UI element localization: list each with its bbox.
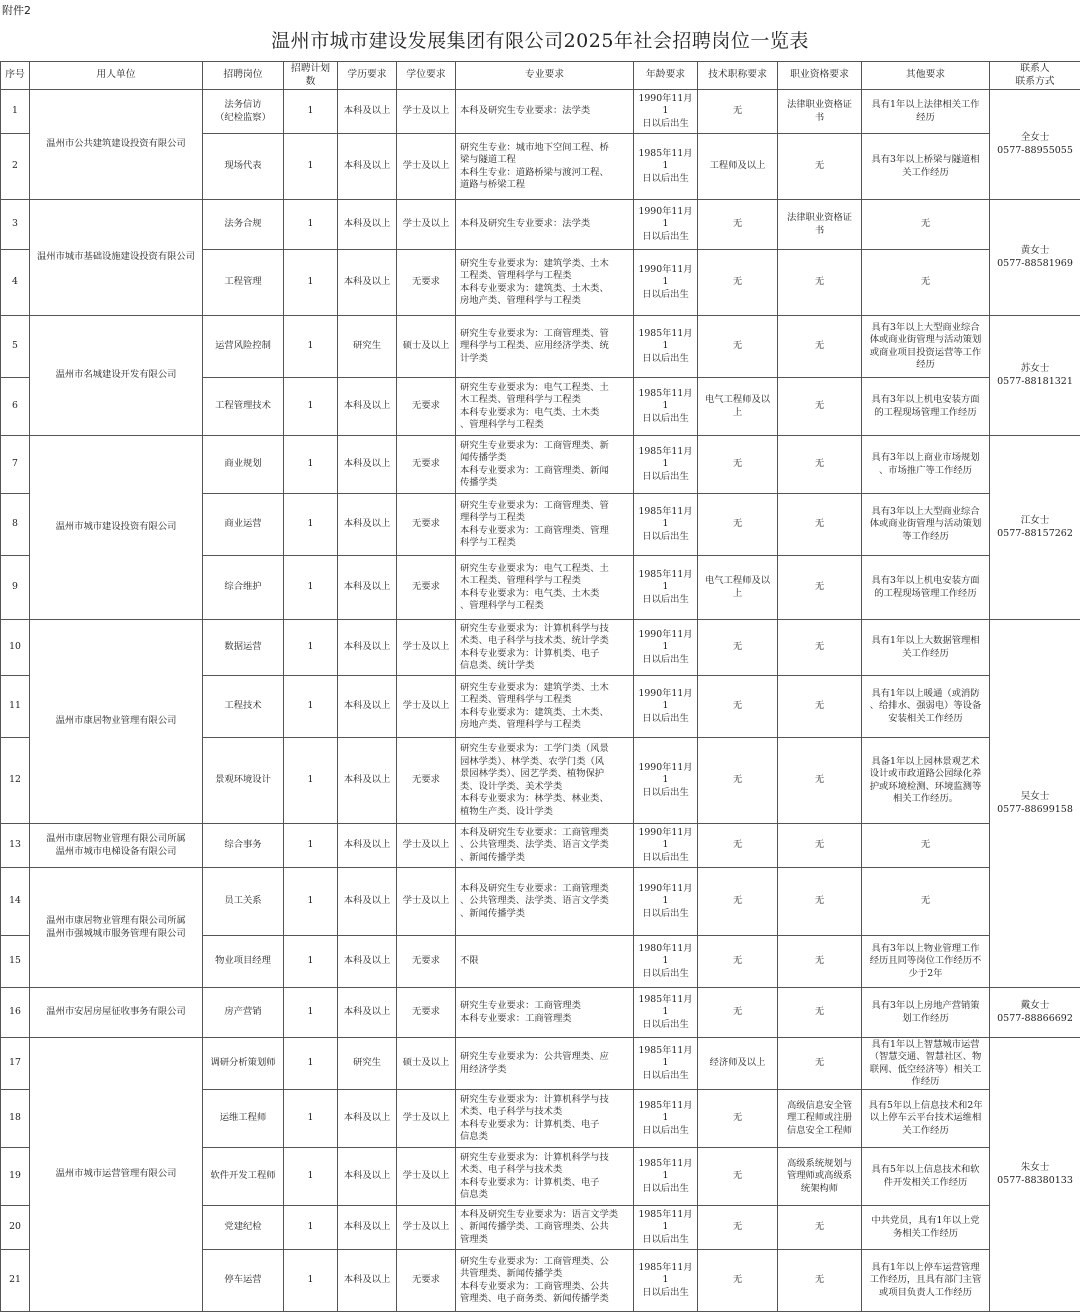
cell-cert: 无 — [778, 1038, 862, 1090]
cell-plan: 1 — [284, 738, 338, 824]
cell-edu: 本科及以上 — [338, 436, 397, 494]
cell-title-req: 无 — [698, 200, 778, 250]
cell-age: 1985年11月1 日以后出生 — [634, 988, 698, 1038]
cell-other: 具有3年以上桥梁与隧道相 关工作经历 — [862, 134, 990, 200]
table-row — [1, 316, 1080, 378]
cell-edu: 研究生 — [338, 316, 397, 378]
cell-unit: 温州市康居物业管理有限公司所属 温州市城市电梯设备有限公司 — [30, 824, 203, 868]
cell-other: 具有1年以上法律相关工作 经历 — [862, 90, 990, 134]
cell-degree: 无要求 — [397, 378, 456, 436]
cell-edu: 本科及以上 — [338, 868, 397, 936]
cell-title-req: 无 — [698, 494, 778, 556]
cell-cert: 无 — [778, 738, 862, 824]
cell-plan: 1 — [284, 556, 338, 620]
cell-major: 本科及研究生专业要求：工商管理类 、公共管理类、法学类、语言文学类 、新闻传播学类 — [456, 824, 634, 868]
cell-plan: 1 — [284, 676, 338, 738]
cell-title-req: 无 — [698, 1148, 778, 1206]
cell-degree: 学士及以上 — [397, 200, 456, 250]
cell-other: 具备1年以上园林景观艺术 设计或市政道路公园绿化养 护或环境检测、环境监测等 相关工作经历。 — [862, 738, 990, 824]
cell-other: 无 — [862, 200, 990, 250]
cell-degree: 无要求 — [397, 738, 456, 824]
cell-edu: 本科及以上 — [338, 134, 397, 200]
cell-major: 研究生专业要求为：建筑学类、土木 工程类、管理科学与工程类 本科专业要求为：建筑类、土木类、 房地产类、管理科学与工程类 — [456, 250, 634, 316]
cell-major: 不限 — [456, 936, 634, 988]
cell-age: 1985年11月1 日以后出生 — [634, 1038, 698, 1090]
cell-position: 党建纪检 — [203, 1206, 284, 1250]
table-row — [1, 200, 1080, 250]
cell-cert: 无 — [778, 868, 862, 936]
cell-cert: 无 — [778, 250, 862, 316]
cell-degree: 无要求 — [397, 556, 456, 620]
cell-other: 具有3年以上大型商业综合 体或商业街管理与活动策划 等工作经历 — [862, 494, 990, 556]
cell-major: 研究生专业要求为：工商管理类、新 闻传播学类 本科专业要求为：工商管理类、新闻 传播学类 — [456, 436, 634, 494]
cell-edu: 本科及以上 — [338, 676, 397, 738]
cell-age: 1985年11月1 日以后出生 — [634, 1090, 698, 1148]
cell-seq: 15 — [1, 936, 30, 988]
cell-position: 景观环境设计 — [203, 738, 284, 824]
table-row — [1, 988, 1080, 1038]
header-contact: 联系人 联系方式 — [990, 62, 1080, 90]
cell-major: 研究生专业要求为：工商管理类、公 共管理类、新闻传播学类 本科专业要求为：工商管理类、公共 管理类、电子商务类、新闻传播学类 — [456, 1250, 634, 1312]
cell-major: 研究生专业要求：工商管理类 本科专业要求：工商管理类 — [456, 988, 634, 1038]
cell-other: 具有5年以上信息技术和软 件开发相关工作经历 — [862, 1148, 990, 1206]
cell-age: 1980年11月1 日以后出生 — [634, 936, 698, 988]
cell-major: 本科及研究生专业要求：法学类 — [456, 200, 634, 250]
cell-position: 综合维护 — [203, 556, 284, 620]
cell-title-req: 无 — [698, 1250, 778, 1312]
cell-title-req: 电气工程师及以 上 — [698, 556, 778, 620]
cell-position: 商业规划 — [203, 436, 284, 494]
cell-position: 物业项目经理 — [203, 936, 284, 988]
cell-seq: 9 — [1, 556, 30, 620]
cell-cert: 法律职业资格证 书 — [778, 90, 862, 134]
cell-other: 具有1年以上智慧城市运营 （智慧交通、智慧社区、物 联网、低空经济等）相关工 作经历 — [862, 1038, 990, 1090]
cell-position: 法务合规 — [203, 200, 284, 250]
cell-edu: 本科及以上 — [338, 1090, 397, 1148]
cell-other: 具有3年以上房地产营销策 划工作经历 — [862, 988, 990, 1038]
cell-degree: 学士及以上 — [397, 868, 456, 936]
cell-seq: 21 — [1, 1250, 30, 1312]
recruitment-table — [0, 61, 1080, 1312]
header-seq: 序号 — [1, 62, 30, 90]
cell-degree: 学士及以上 — [397, 134, 456, 200]
cell-degree: 无要求 — [397, 936, 456, 988]
cell-unit: 温州市康居物业管理有限公司 — [30, 620, 203, 824]
cell-unit: 温州市名城建设开发有限公司 — [30, 316, 203, 436]
header-unit: 用人单位 — [30, 62, 203, 90]
cell-title-req: 无 — [698, 250, 778, 316]
cell-position: 法务信访 （纪检监察） — [203, 90, 284, 134]
cell-major: 研究生专业要求为：工学门类（风景 园林学类）、林学类、农学门类（风 景园林学类）、园艺学类、植物保护 类、设计学类、美术学类 本科专业要求为：林学类、林业类、 植物生产类、设计学类 — [456, 738, 634, 824]
cell-plan: 1 — [284, 1250, 338, 1312]
cell-cert: 无 — [778, 676, 862, 738]
cell-plan: 1 — [284, 90, 338, 134]
cell-age: 1990年11月1 日以后出生 — [634, 90, 698, 134]
cell-degree: 学士及以上 — [397, 824, 456, 868]
cell-major: 研究生专业要求为：电气工程类、土 木工程类、管理科学与工程类 本科专业要求为：电气类、土木类 、管理科学与工程类 — [456, 378, 634, 436]
cell-contact: 黄女士 0577-88581969 — [990, 200, 1080, 316]
cell-major: 研究生专业要求为：计算机科学与技 术类、电子科学与技术类 本科专业要求为：计算机类、电子 信息类 — [456, 1148, 634, 1206]
cell-age: 1990年11月1 日以后出生 — [634, 868, 698, 936]
cell-cert: 无 — [778, 134, 862, 200]
cell-age: 1985年11月1 日以后出生 — [634, 316, 698, 378]
cell-age: 1985年11月1 日以后出生 — [634, 436, 698, 494]
cell-major: 研究生专业要求为：工商管理类、管 理科学与工程类 本科专业要求为：工商管理类、管理 科学与工程类 — [456, 494, 634, 556]
cell-plan: 1 — [284, 378, 338, 436]
cell-seq: 7 — [1, 436, 30, 494]
cell-title-req: 无 — [698, 1206, 778, 1250]
cell-title-req: 无 — [698, 676, 778, 738]
cell-other: 具有3年以上商业市场规划 、市场推广等工作经历 — [862, 436, 990, 494]
cell-major: 本科及研究生专业要求：法学类 — [456, 90, 634, 134]
cell-cert: 高级系统规划与 管理师或高级系 统架构师 — [778, 1148, 862, 1206]
cell-position: 现场代表 — [203, 134, 284, 200]
table-row — [1, 1038, 1080, 1090]
cell-seq: 6 — [1, 378, 30, 436]
cell-title-req: 经济师及以上 — [698, 1038, 778, 1090]
cell-major: 本科及研究生专业要求：工商管理类 、公共管理类、法学类、语言文学类 、新闻传播学类 — [456, 868, 634, 936]
cell-seq: 20 — [1, 1206, 30, 1250]
cell-unit: 温州市安居房屋征收事务有限公司 — [30, 988, 203, 1038]
cell-cert: 无 — [778, 936, 862, 988]
cell-major: 研究生专业：城市地下空间工程、桥 梁与隧道工程 本科生专业：道路桥梁与渡河工程、 道路与桥梁工程 — [456, 134, 634, 200]
table-row — [1, 868, 1080, 936]
cell-position: 工程管理 — [203, 250, 284, 316]
cell-seq: 16 — [1, 988, 30, 1038]
cell-age: 1990年11月1 日以后出生 — [634, 676, 698, 738]
cell-degree: 无要求 — [397, 436, 456, 494]
cell-seq: 13 — [1, 824, 30, 868]
cell-seq: 8 — [1, 494, 30, 556]
cell-cert: 无 — [778, 1250, 862, 1312]
cell-plan: 1 — [284, 1090, 338, 1148]
cell-degree: 学士及以上 — [397, 90, 456, 134]
cell-title-req: 无 — [698, 620, 778, 676]
cell-edu: 本科及以上 — [338, 738, 397, 824]
cell-edu: 本科及以上 — [338, 494, 397, 556]
cell-title-req: 无 — [698, 436, 778, 494]
cell-plan: 1 — [284, 1206, 338, 1250]
cell-degree: 无要求 — [397, 250, 456, 316]
cell-unit: 温州市城市建设投资有限公司 — [30, 436, 203, 620]
cell-cert: 无 — [778, 824, 862, 868]
cell-degree: 无要求 — [397, 494, 456, 556]
cell-other: 具有3年以上大型商业综合 体或商业街管理与活动策划 或商业项目投资运营等工作 经历 — [862, 316, 990, 378]
cell-position: 软件开发工程师 — [203, 1148, 284, 1206]
cell-age: 1990年11月1 日以后出生 — [634, 738, 698, 824]
cell-other: 具有5年以上信息技术和2年 以上停车云平台技术运维相 关工作经历 — [862, 1090, 990, 1148]
cell-position: 运营风险控制 — [203, 316, 284, 378]
cell-edu: 本科及以上 — [338, 1148, 397, 1206]
cell-contact: 全女士 0577-88955055 — [990, 90, 1080, 200]
cell-other: 具有3年以上机电安装方面 的工程现场管理工作经历 — [862, 556, 990, 620]
cell-plan: 1 — [284, 824, 338, 868]
header-position: 招聘岗位 — [203, 62, 284, 90]
cell-title-req: 无 — [698, 868, 778, 936]
cell-degree: 学士及以上 — [397, 620, 456, 676]
cell-major: 研究生专业要求为：计算机科学与技 术类、电子科学与技术类 本科专业要求为：计算机类、电子 信息类 — [456, 1090, 634, 1148]
cell-other: 具有1年以上大数据管理相 关工作经历 — [862, 620, 990, 676]
cell-position: 运维工程师 — [203, 1090, 284, 1148]
header-plan: 招聘计划 数 — [284, 62, 338, 90]
cell-degree: 无要求 — [397, 1250, 456, 1312]
header-degree: 学位要求 — [397, 62, 456, 90]
cell-plan: 1 — [284, 436, 338, 494]
cell-cert: 无 — [778, 556, 862, 620]
cell-seq: 14 — [1, 868, 30, 936]
cell-title-req: 无 — [698, 988, 778, 1038]
cell-major: 研究生专业要求为：工商管理类、管 理科学与工程类、应用经济学类、统 计学类 — [456, 316, 634, 378]
cell-age: 1990年11月1 日以后出生 — [634, 200, 698, 250]
cell-contact: 江女士 0577-88157262 — [990, 436, 1080, 620]
cell-degree: 学士及以上 — [397, 676, 456, 738]
cell-title-req: 无 — [698, 1090, 778, 1148]
cell-major: 本科及研究生专业要求为：语言文学类 、新闻传播学类、工商管理类、公共 管理类 — [456, 1206, 634, 1250]
table-row — [1, 90, 1080, 134]
cell-cert: 高级信息安全管 理工程师或注册 信息安全工程师 — [778, 1090, 862, 1148]
cell-plan: 1 — [284, 936, 338, 988]
cell-other: 中共党员，具有1年以上党 务相关工作经历 — [862, 1206, 990, 1250]
cell-age: 1985年11月1 日以后出生 — [634, 1250, 698, 1312]
page-title: 温州市城市建设发展集团有限公司2025年社会招聘岗位一览表 — [271, 30, 809, 52]
cell-edu: 研究生 — [338, 1038, 397, 1090]
cell-seq: 10 — [1, 620, 30, 676]
cell-cert: 法律职业资格证 书 — [778, 200, 862, 250]
cell-seq: 5 — [1, 316, 30, 378]
cell-position: 房产营销 — [203, 988, 284, 1038]
cell-seq: 3 — [1, 200, 30, 250]
cell-degree: 无要求 — [397, 988, 456, 1038]
cell-position: 工程管理技术 — [203, 378, 284, 436]
cell-age: 1985年11月1 日以后出生 — [634, 494, 698, 556]
cell-cert: 无 — [778, 378, 862, 436]
cell-edu: 本科及以上 — [338, 824, 397, 868]
cell-edu: 本科及以上 — [338, 556, 397, 620]
cell-other: 具有1年以上停车运营管理 工作经历，且具有部门主管 或项目负责人工作经历 — [862, 1250, 990, 1312]
table-row — [1, 824, 1080, 868]
cell-age: 1985年11月1 日以后出生 — [634, 1206, 698, 1250]
cell-edu: 本科及以上 — [338, 620, 397, 676]
cell-edu: 本科及以上 — [338, 378, 397, 436]
header-cert: 职业资格要求 — [778, 62, 862, 90]
cell-age: 1990年11月1 日以后出生 — [634, 250, 698, 316]
header-edu: 学历要求 — [338, 62, 397, 90]
cell-title-req: 工程师及以上 — [698, 134, 778, 200]
cell-position: 数据运营 — [203, 620, 284, 676]
cell-plan: 1 — [284, 134, 338, 200]
cell-other: 具有1年以上暖通（或消防 、给排水、强弱电）等设备 安装相关工作经历 — [862, 676, 990, 738]
cell-edu: 本科及以上 — [338, 200, 397, 250]
cell-plan: 1 — [284, 494, 338, 556]
cell-contact: 苏女士 0577-88181321 — [990, 316, 1080, 436]
cell-age: 1985年11月1 日以后出生 — [634, 378, 698, 436]
cell-title-req: 电气工程师及以 上 — [698, 378, 778, 436]
cell-cert: 无 — [778, 620, 862, 676]
header-age: 年龄要求 — [634, 62, 698, 90]
cell-title-req: 无 — [698, 90, 778, 134]
header-other: 其他要求 — [862, 62, 990, 90]
cell-age: 1990年11月1 日以后出生 — [634, 824, 698, 868]
attachment-label: 附件2 — [2, 4, 31, 17]
cell-plan: 1 — [284, 1148, 338, 1206]
cell-other: 具有3年以上机电安装方面 的工程现场管理工作经历 — [862, 378, 990, 436]
cell-unit: 温州市康居物业管理有限公司所属 温州市强城城市服务管理有限公司 — [30, 868, 203, 988]
cell-position: 调研分析策划师 — [203, 1038, 284, 1090]
cell-degree: 硕士及以上 — [397, 316, 456, 378]
cell-degree: 学士及以上 — [397, 1148, 456, 1206]
cell-title-req: 无 — [698, 936, 778, 988]
cell-cert: 无 — [778, 316, 862, 378]
cell-edu: 本科及以上 — [338, 90, 397, 134]
cell-major: 研究生专业要求为：电气工程类、土 木工程类、管理科学与工程类 本科专业要求为：电气类、土木类 、管理科学与工程类 — [456, 556, 634, 620]
table-row — [1, 620, 1080, 676]
cell-title-req: 无 — [698, 316, 778, 378]
cell-age: 1985年11月1 日以后出生 — [634, 134, 698, 200]
cell-age: 1985年11月1 日以后出生 — [634, 556, 698, 620]
header-title-req: 技术职称要求 — [698, 62, 778, 90]
header-major: 专业要求 — [456, 62, 634, 90]
cell-age: 1990年11月1 日以后出生 — [634, 620, 698, 676]
cell-edu: 本科及以上 — [338, 988, 397, 1038]
cell-plan: 1 — [284, 250, 338, 316]
cell-seq: 18 — [1, 1090, 30, 1148]
cell-cert: 无 — [778, 494, 862, 556]
cell-position: 商业运营 — [203, 494, 284, 556]
cell-contact: 朱女士 0577-88380133 — [990, 1038, 1080, 1312]
cell-seq: 2 — [1, 134, 30, 200]
cell-position: 停车运营 — [203, 1250, 284, 1312]
cell-degree: 硕士及以上 — [397, 1038, 456, 1090]
cell-plan: 1 — [284, 620, 338, 676]
cell-seq: 12 — [1, 738, 30, 824]
cell-seq: 1 — [1, 90, 30, 134]
cell-plan: 1 — [284, 868, 338, 936]
table-row — [1, 436, 1080, 494]
cell-position: 综合事务 — [203, 824, 284, 868]
cell-cert: 无 — [778, 436, 862, 494]
cell-seq: 19 — [1, 1148, 30, 1206]
cell-position: 工程技术 — [203, 676, 284, 738]
cell-edu: 本科及以上 — [338, 1250, 397, 1312]
cell-plan: 1 — [284, 988, 338, 1038]
cell-edu: 本科及以上 — [338, 250, 397, 316]
cell-plan: 1 — [284, 316, 338, 378]
cell-other: 无 — [862, 250, 990, 316]
cell-edu: 本科及以上 — [338, 936, 397, 988]
cell-edu: 本科及以上 — [338, 1206, 397, 1250]
cell-title-req: 无 — [698, 738, 778, 824]
cell-position: 员工关系 — [203, 868, 284, 936]
cell-plan: 1 — [284, 1038, 338, 1090]
cell-major: 研究生专业要求为：计算机科学与技 术类、电子科学与技术类、统计学类 本科专业要求为：计算机类、电子 信息类、统计学类 — [456, 620, 634, 676]
cell-age: 1985年11月1 日以后出生 — [634, 1148, 698, 1206]
cell-seq: 4 — [1, 250, 30, 316]
cell-cert: 无 — [778, 988, 862, 1038]
cell-major: 研究生专业要求为：公共管理类、应 用经济学类 — [456, 1038, 634, 1090]
cell-other: 具有3年以上物业管理工作 经历且同等岗位工作经历不 少于2年 — [862, 936, 990, 988]
cell-unit: 温州市城市基础设施建设投资有限公司 — [30, 200, 203, 316]
cell-degree: 学士及以上 — [397, 1206, 456, 1250]
cell-contact: 吴女士 0577-88699158 — [990, 620, 1080, 988]
cell-other: 无 — [862, 824, 990, 868]
cell-seq: 11 — [1, 676, 30, 738]
cell-cert: 无 — [778, 1206, 862, 1250]
cell-other: 无 — [862, 868, 990, 936]
cell-unit: 温州市城市运营管理有限公司 — [30, 1038, 203, 1312]
cell-unit: 温州市公共建筑建设投资有限公司 — [30, 90, 203, 200]
cell-contact: 戴女士 0577-88866692 — [990, 988, 1080, 1038]
cell-major: 研究生专业要求为：建筑学类、土木 工程类、管理科学与工程类 本科专业要求为：建筑类、土木类、 房地产类、管理科学与工程类 — [456, 676, 634, 738]
cell-seq: 17 — [1, 1038, 30, 1090]
cell-plan: 1 — [284, 200, 338, 250]
cell-degree: 学士及以上 — [397, 1090, 456, 1148]
table-header-row — [1, 62, 1080, 90]
cell-title-req: 无 — [698, 824, 778, 868]
